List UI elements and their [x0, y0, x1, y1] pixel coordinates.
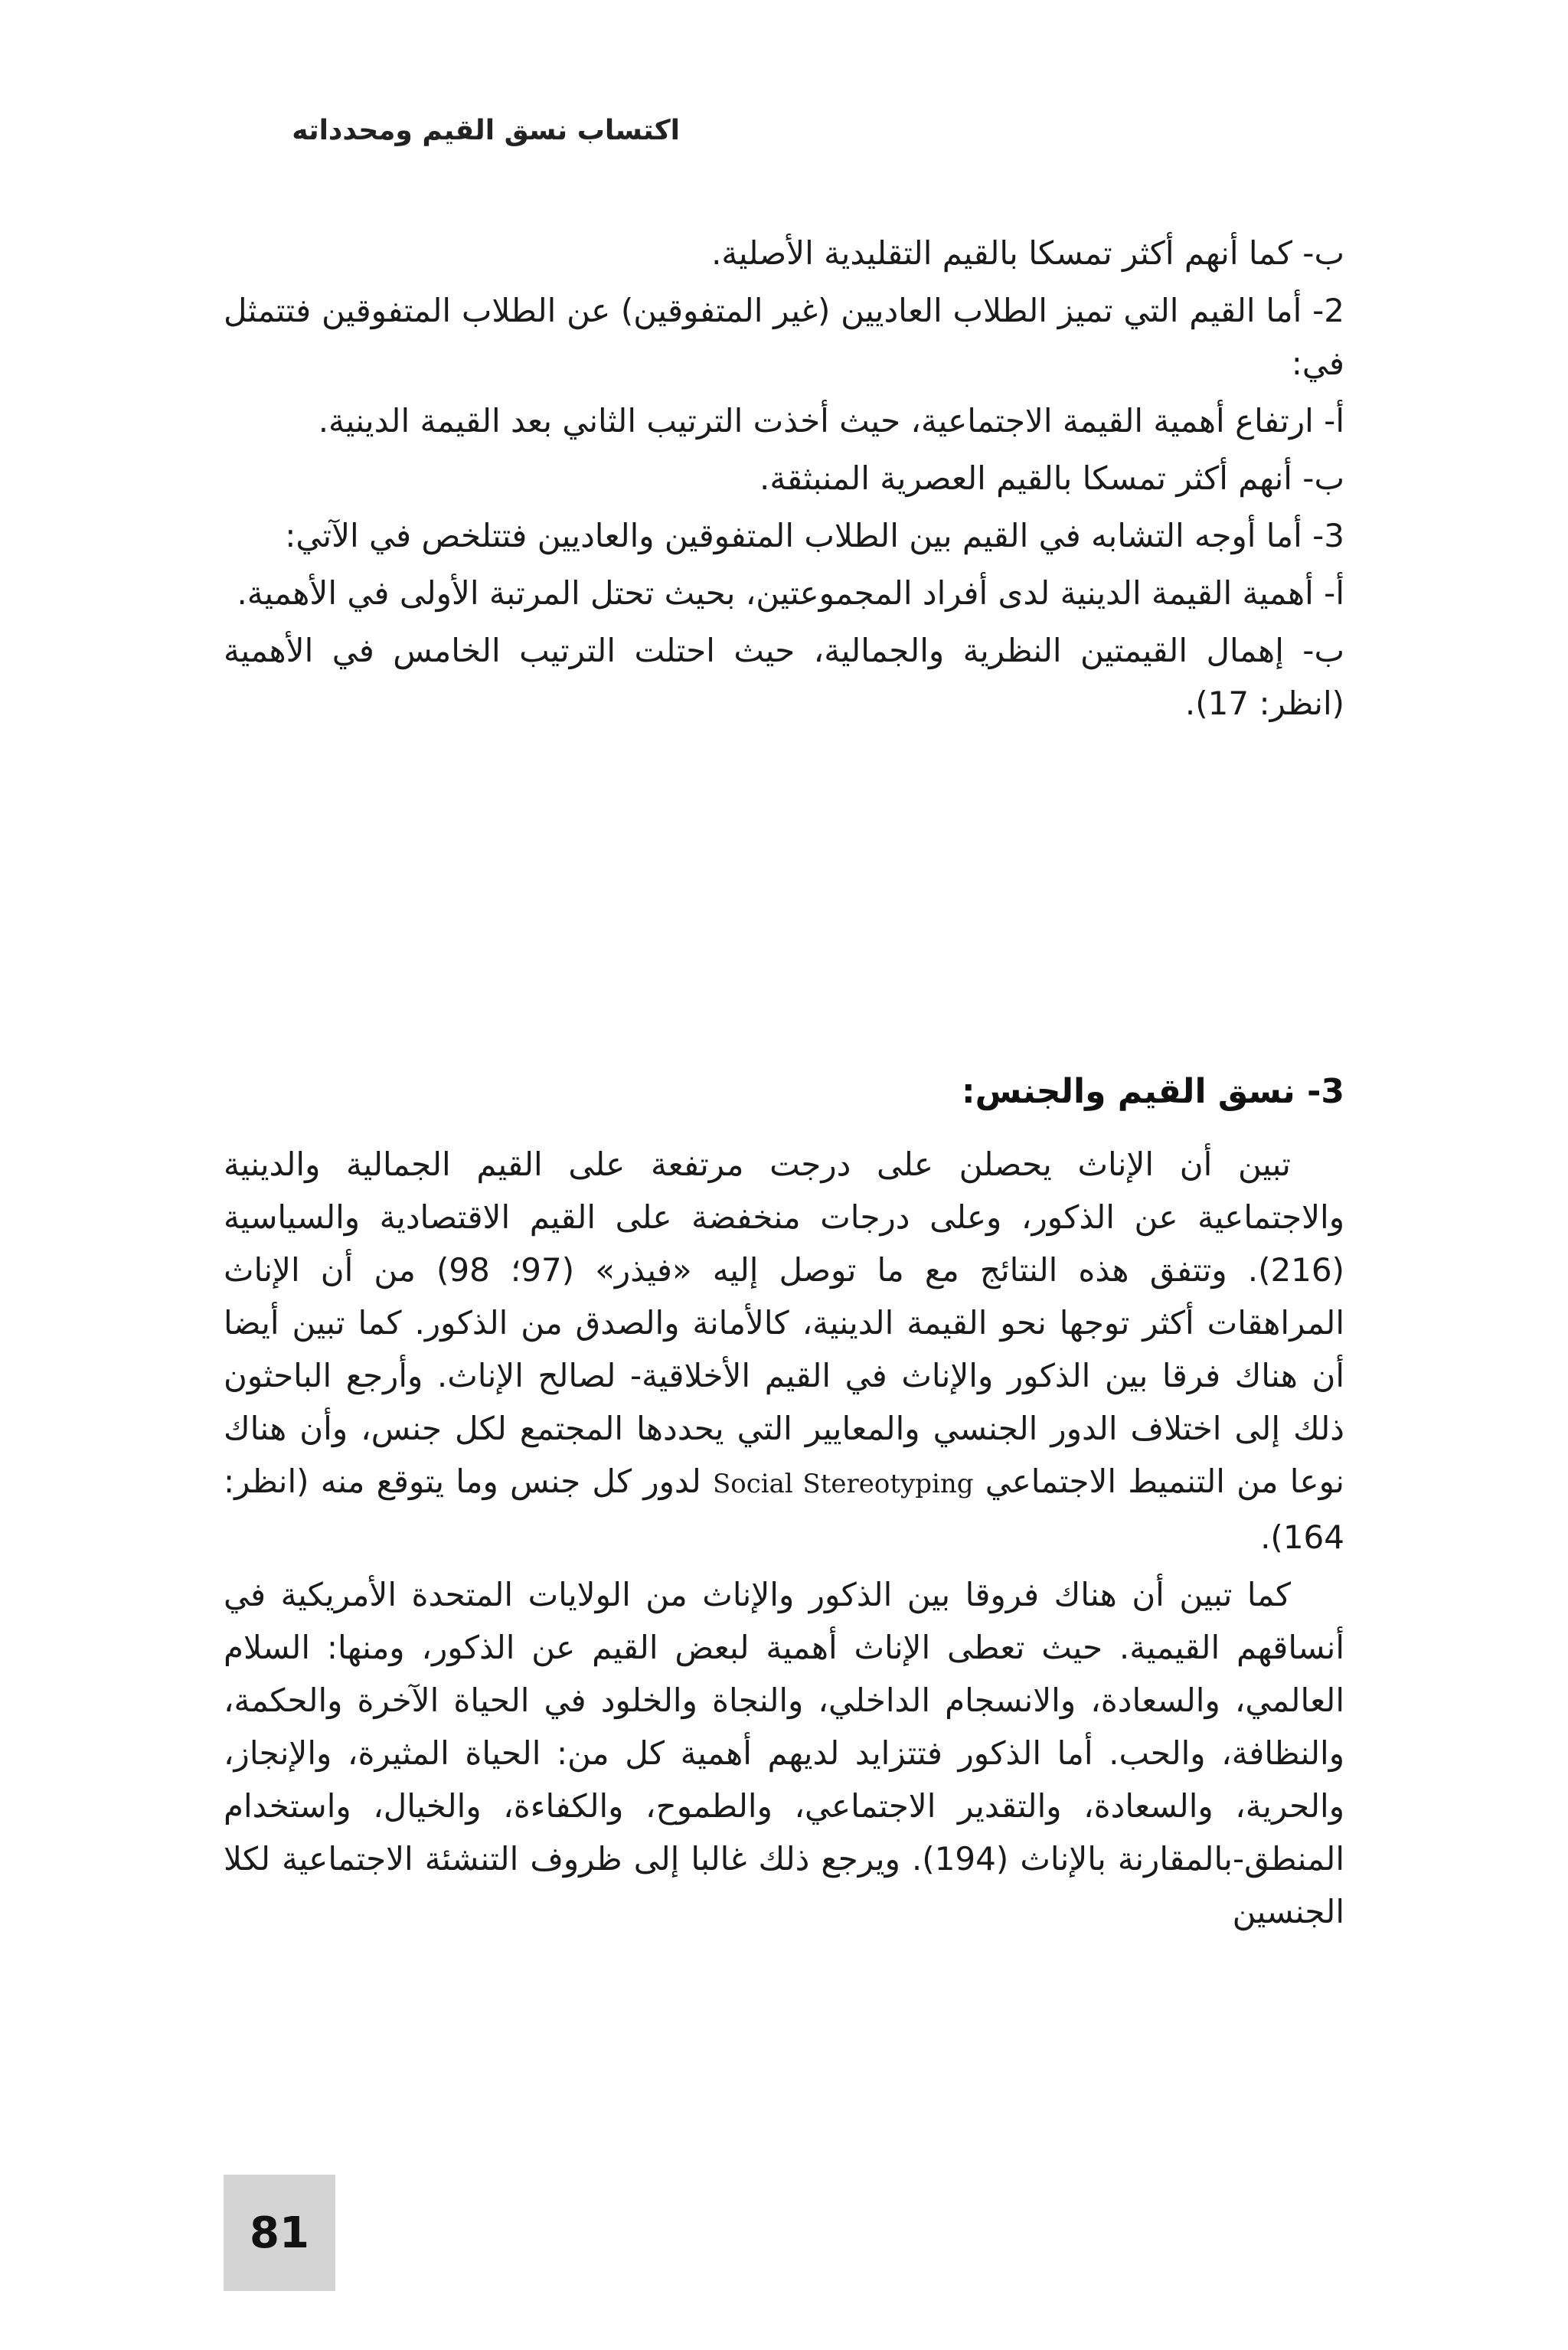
- list-item: أ- أهمية القيمة الدينية لدى أفراد المجموعتين، بحيث تحتل المرتبة الأولى في الأهمية.: [237, 574, 1344, 612]
- section-body: [224, 1138, 1344, 1943]
- list-item: ب- إهمال القيمتين النظرية والجمالية، حيث احتلت الترتيب الخامس في الأهمية (انظر: 17).: [224, 632, 1344, 722]
- body-paragraph: [224, 1138, 1344, 1564]
- list-item: أ- ارتفاع أهمية القيمة الاجتماعية، حيث أخذت الترتيب الثاني بعد القيمة الدينية.: [318, 402, 1344, 440]
- list-item: 3- أما أوجه التشابه في القيم بين الطلاب المتفوقين والعاديين فتتلخص في الآتي:: [285, 517, 1344, 554]
- paragraph-text-end: لدور كل جنس وما يتوقع منه (انظر: 164).: [224, 1463, 1344, 1556]
- list-item: ب- أنهم أكثر تمسكا بالقيم العصرية المنبثقة.: [760, 459, 1344, 497]
- section-heading: 3- نسق القيم والجنس:: [962, 1072, 1344, 1111]
- running-header-title: اكتساب نسق القيم ومحدداته: [292, 115, 680, 146]
- list-item: 2- أما القيم التي تميز الطلاب العاديين (غير المتفوقين) عن الطلاب المتفوقين فتتمثل في:: [224, 292, 1344, 382]
- page-number: 81: [250, 2208, 309, 2258]
- page-number-box: [224, 2175, 335, 2291]
- body-paragraph: كما تبين أن هناك فروقا بين الذكور والإناث من الولايات المتحدة الأمريكية في أنساقهم القيمية. حيث تعطى الإناث أهمية لبعض القيم عن الذكور، ومنها: السلام العالمي، والسعادة، والانسجام الداخلي، والنجاة والخلود في الحياة الآخرة والحكمة، والنظافة، والحب. أما الذكور فتتزايد لديهم أهمية كل من: الحياة المثيرة، والإنجاز، والحرية، والسعادة، والتقدير الاجتماعي، والطموح، والكفاءة، والخيال، واستخدام المنطق-بالمقارنة بالإناث (194). ويرجع ذلك غالبا إلى ظروف التنشئة الاجتماعية لكلا الجنسين: [224, 1576, 1344, 1930]
- latin-term: Social Stereotyping: [712, 1469, 974, 1499]
- results-list: [224, 227, 1344, 734]
- list-item: ب- كما أنهم أكثر تمسكا بالقيم التقليدية الأصلية.: [711, 234, 1344, 272]
- paragraph-text: تبين أن الإناث يحصلن على درجت مرتفعة على القيم الجمالية والدينية والاجتماعية عن الذكور، وعلى درجات منخفضة على القيم الاقتصادية والسياسية (216). وتتفق هذه النتائج مع ما توصل إليه «فيذر» (97؛ 98) من أن الإناث المراهقات أكثر توجها نحو القيمة الدينية، كالأمانة والصدق من الذكور. كما تبين أيضا أن هناك فرقا بين الذكور والإناث في القيم الأخلاقية- لصالح الإناث. وأرجع الباحثون ذلك إلى اختلاف الدور الجنسي والمعايير التي يحددها المجتمع لكل جنس، وأن هناك نوعا من التنميط الاجتماعي: [224, 1146, 1345, 1500]
